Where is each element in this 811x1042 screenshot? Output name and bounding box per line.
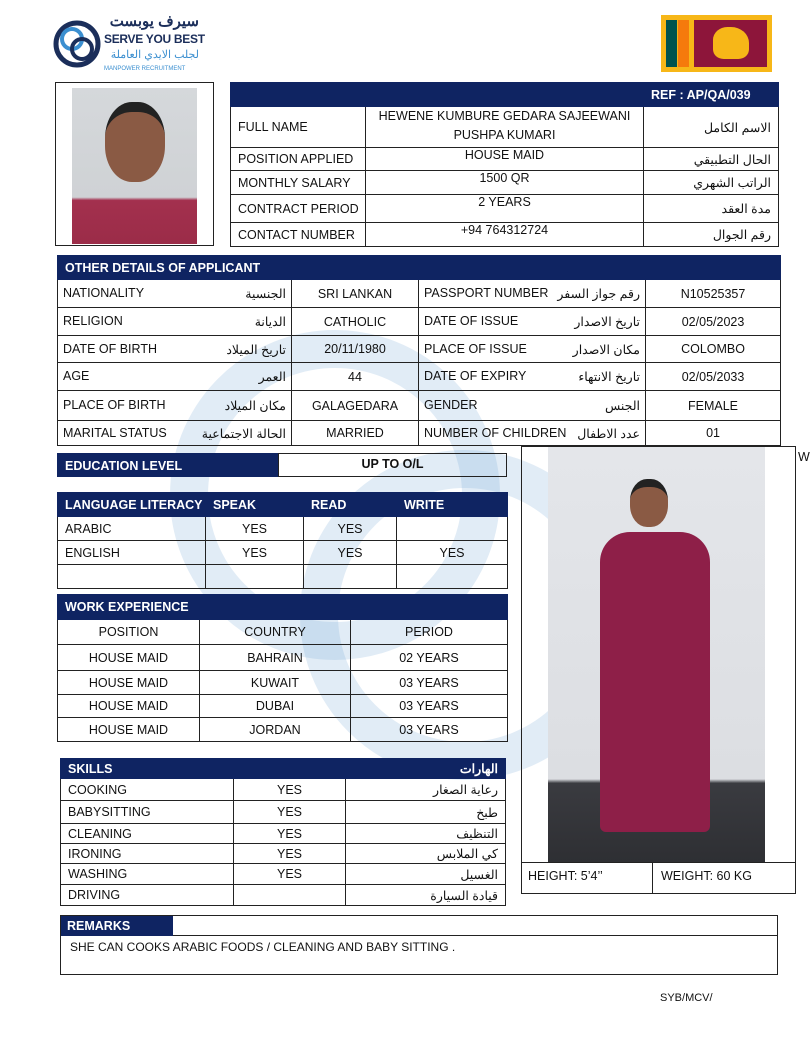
field-value: COLOMBO [646,336,781,363]
skill-row [61,824,506,844]
field-label-cell [419,363,646,391]
work-row [58,718,508,742]
field-value: CATHOLIC [292,308,419,336]
language-row [58,541,508,565]
contact-label: CONTACT NUMBER [231,223,366,247]
language-row [58,565,508,589]
skill-value: YES [234,779,346,801]
work-row [58,645,508,671]
work-cell: JORDAN [200,718,351,742]
field-value: 02/05/2033 [646,363,781,391]
field-label-arabic: الجنسية [245,287,286,301]
field-label: NATIONALITY [63,286,145,300]
skill-name: BABYSITTING [61,801,234,824]
language-cell: ARABIC [58,517,206,541]
field-label-arabic: تاريخ الانتهاء [578,370,641,384]
work-header: PERIOD [351,620,508,645]
language-cell: YES [304,541,397,565]
height-value: HEIGHT: 5’4’’ [528,869,603,883]
language-cell: YES [206,541,304,565]
field-label-arabic: عدد الاطفال [577,426,641,441]
detail-row [58,363,781,391]
full-name-label: FULL NAME [231,107,366,148]
field-value: MARRIED [292,421,419,446]
skill-name: CLEANING [61,824,234,844]
work-row [58,671,508,695]
language-header: WRITE [397,493,508,517]
salary-value: 1500 QR [366,171,644,195]
other-details-title: OTHER DETAILS OF APPLICANT [58,256,419,280]
field-label-cell [58,308,292,336]
field-label-arabic: العمر [258,370,286,384]
field-label: NUMBER OF CHILDREN [424,425,567,440]
salary-arabic: الراتب الشهري [644,171,779,195]
reference-number: REF : AP/QA/039 [644,83,779,107]
salary-label: MONTHLY SALARY [231,171,366,195]
field-value: GALAGEDARA [292,391,419,421]
work-cell: KUWAIT [200,671,351,695]
work-cell: HOUSE MAID [58,695,200,718]
field-label-cell [58,391,292,421]
weight-value: WEIGHT: 60 KG [661,869,752,883]
work-cell: HOUSE MAID [58,671,200,695]
detail-row [58,280,781,308]
skill-value: YES [234,844,346,864]
field-label: AGE [63,369,90,383]
sri-lanka-flag [661,15,772,72]
work-cell: BAHRAIN [200,645,351,671]
field-label: PLACE OF ISSUE [424,341,527,356]
skill-arabic: قيادة السيارة [346,885,506,906]
language-cell [58,565,206,589]
field-label-cell [419,336,646,363]
language-cell: YES [304,517,397,541]
field-label-arabic: الجنس [604,399,641,413]
field-label-cell [419,421,646,446]
field-label: GENDER [424,398,478,412]
work-experience-title: WORK EXPERIENCE [58,595,200,620]
cut-off-text: W [798,450,810,464]
divider [521,862,796,863]
main-details-table [230,82,779,247]
lion-icon [713,27,749,59]
language-header: SPEAK [206,493,304,517]
divider [652,862,653,893]
skill-arabic: طبخ [346,801,506,824]
field-label-arabic: تاريخ الاصدار [574,315,641,329]
company-logo [52,13,205,75]
skill-arabic: رعاية الصغار [346,779,506,801]
field-label-arabic: الديانة [254,315,286,329]
language-cell: YES [397,541,508,565]
work-cell: HOUSE MAID [58,645,200,671]
skill-name: DRIVING [61,885,234,906]
field-value: N10525357 [646,280,781,308]
logo-emblem-icon [52,15,102,73]
language-cell: YES [206,517,304,541]
other-details-table [57,255,781,446]
field-label-arabic: رقم جواز السفر [557,287,641,301]
language-header: LANGUAGE LITERACY [58,493,206,517]
skill-row [61,801,506,824]
skill-value: YES [234,824,346,844]
language-table [57,492,508,589]
field-label-cell [58,280,292,308]
field-label-cell [419,280,646,308]
detail-row [58,391,781,421]
logo-arabic: سيرف يوبست [109,13,199,30]
skill-row [61,844,506,864]
education-value: UP TO O/L [278,453,507,477]
applicant-full-body-photo [548,447,765,862]
remarks-text: SHE CAN COOKS ARABIC FOODS / CLEANING AND BABY SITTING . [70,940,456,954]
field-label: PASSPORT NUMBER [424,286,549,300]
work-row [58,695,508,718]
contact-value: +94 764312724 [366,223,644,247]
work-cell: DUBAI [200,695,351,718]
skill-value: YES [234,864,346,885]
language-cell [206,565,304,589]
field-label-cell [58,336,292,363]
field-label: PLACE OF BIRTH [63,398,166,412]
field-label: DATE OF BIRTH [63,341,157,356]
language-cell [397,517,508,541]
language-cell [304,565,397,589]
skill-arabic: كي الملابس [346,844,506,864]
field-value: 01 [646,421,781,446]
field-value: SRI LANKAN [292,280,419,308]
skill-value: YES [234,801,346,824]
field-label-cell [419,308,646,336]
work-cell: 03 YEARS [351,718,508,742]
detail-row [58,308,781,336]
field-label: MARITAL STATUS [63,425,167,440]
full-name-value: HEWENE KUMBURE GEDARA SAJEEWANI PUSHPA KUMARI [366,107,644,148]
position-label: POSITION APPLIED [231,148,366,171]
skill-row [61,885,506,906]
skills-title: SKILLS [61,759,346,779]
work-header: COUNTRY [200,620,351,645]
position-value: HOUSE MAID [366,148,644,171]
field-label: DATE OF ISSUE [424,314,519,328]
detail-row [58,421,781,446]
field-value: 44 [292,363,419,391]
remarks-title: REMARKS [61,916,173,936]
logo-name: SERVE YOU BEST [104,32,205,46]
language-header: READ [304,493,397,517]
work-header: POSITION [58,620,200,645]
field-label: DATE OF EXPIRY [424,369,527,383]
work-cell: 03 YEARS [351,695,508,718]
applicant-portrait-photo [72,88,197,244]
skill-arabic: الغسيل [346,864,506,885]
language-cell [397,565,508,589]
skill-value [234,885,346,906]
skill-name: IRONING [61,844,234,864]
contract-value: 2 YEARS [366,195,644,223]
contract-label: CONTRACT PERIOD [231,195,366,223]
field-label: RELIGION [63,314,123,328]
remarks-box [60,915,778,975]
skills-table [60,758,506,906]
footer-code: SYB/MCV/ [660,992,713,1004]
field-label-cell [58,363,292,391]
field-value: 02/05/2023 [646,308,781,336]
field-label-arabic: مكان الميلاد [224,399,286,413]
work-cell: HOUSE MAID [58,718,200,742]
work-cell: 03 YEARS [351,671,508,695]
skill-name: COOKING [61,779,234,801]
field-value: 20/11/1980 [292,336,419,363]
language-row [58,517,508,541]
contract-arabic: مدة العقد [644,195,779,223]
field-label-cell [419,391,646,421]
skills-title-arabic: الهارات [346,759,506,779]
skill-row [61,779,506,801]
field-label-arabic: مكان الاصدار [572,342,641,357]
work-experience-table [57,594,508,742]
field-label-arabic: تاريخ الميلاد [226,342,286,357]
skill-name: WASHING [61,864,234,885]
field-label-cell [58,421,292,446]
contact-arabic: رقم الجوال [644,223,779,247]
skill-arabic: التنظيف [346,824,506,844]
logo-sub: MANPOWER RECRUITMENT [104,66,186,72]
language-cell: ENGLISH [58,541,206,565]
position-arabic: الحال التطبيقي [644,148,779,171]
education-label: EDUCATION LEVEL [57,453,278,477]
field-label-arabic: الحالة الاجتماعية [201,426,286,441]
skill-row [61,864,506,885]
work-cell: 02 YEARS [351,645,508,671]
detail-row [58,336,781,363]
logo-arabic-sub: لجلب الايدي العاملة [110,49,199,61]
full-name-arabic: الاسم الكامل [644,107,779,148]
field-value: FEMALE [646,391,781,421]
